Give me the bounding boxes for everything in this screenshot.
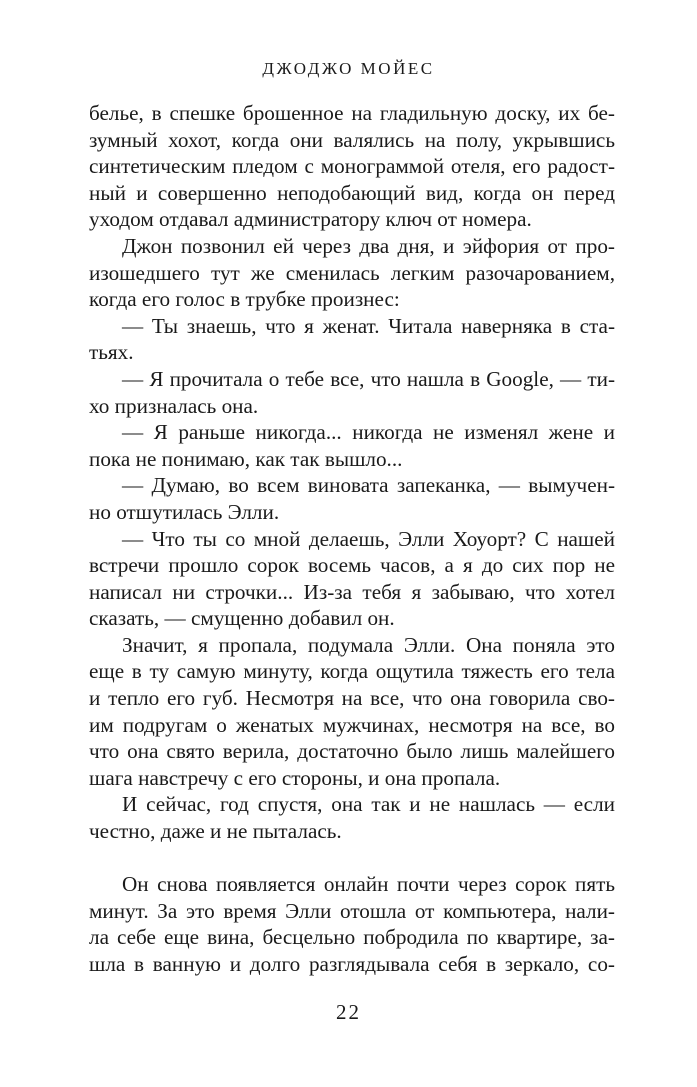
dialogue-paragraph [89, 313, 615, 366]
paragraph [89, 632, 615, 792]
text-line: им подругам о женатых мужчинах, несмотря на все, во [89, 712, 615, 737]
text-line: хо призналась она. [89, 393, 259, 418]
dialogue-paragraph [89, 526, 615, 632]
body-text [89, 100, 615, 978]
text-line: изошедшего тут же сменилась легким разочарованием, [89, 260, 615, 285]
paragraph [89, 100, 615, 233]
text-line: еще в ту самую минуту, когда ощутила тяжесть его тела [89, 659, 615, 684]
paragraph [89, 871, 615, 977]
text-line: ный и совершенно неподобающий вид, когда он перед [89, 180, 615, 205]
text-line: минут. За это время Элли отошла от компьютера, нали- [89, 898, 615, 923]
text-line: — Что ты со мной делаешь, Элли Хоуорт? С нашей [122, 526, 615, 551]
dialogue-paragraph [89, 472, 615, 525]
text-line: Значит, я пропала, подумала Элли. Она поняла это [122, 632, 615, 657]
text-line: встречи прошло сорок восемь часов, а я до сих пор не [89, 553, 615, 578]
text-line: и тепло его губ. Несмотря на все, что она говорила сво- [89, 686, 615, 711]
text-line: шага навстречу с его стороны, и она пропала. [89, 765, 501, 790]
section-break [89, 845, 615, 872]
text-line: — Я раньше никогда... никогда не изменял жене и [122, 420, 615, 445]
text-line: Джон позвонил ей через два дня, и эйфория от про- [122, 233, 615, 258]
text-line: — Думаю, во всем виновата запеканка, — вымучен- [122, 473, 615, 498]
text-line: ла себе еще вина, бесцельно побродила по квартире, за- [89, 925, 615, 950]
dialogue-paragraph [89, 366, 615, 419]
paragraph [89, 791, 615, 844]
text-line: шла в ванную и долго разглядывала себя в зеркало, со- [89, 952, 615, 976]
text-line: что она свято верила, достаточно было лишь малейшего [89, 739, 615, 764]
text-line: белье, в спешке брошенное на гладильную доску, их бе- [89, 101, 615, 125]
text-line: — Я прочитала о тебе все, что нашла в Google, — ти- [122, 366, 615, 391]
text-line: синтетическим пледом с монограммой отеля, его радост- [89, 154, 615, 179]
text-line: — Ты знаешь, что я женат. Читала наверняка в ста- [122, 313, 615, 338]
text-line: когда его голос в трубке произнес: [89, 287, 400, 312]
text-line: И сейчас, год спустя, она так и не нашлась — если [122, 792, 615, 817]
text-line: тьях. [89, 340, 134, 365]
text-line: сказать, — смущенно добавил он. [89, 606, 395, 631]
text-line: написал ни строчки... Из-за тебя я забываю, что хотел [89, 579, 615, 604]
page-number: 22 [336, 1000, 361, 1024]
text-line: Он снова появляется онлайн почти через сорок пять [122, 872, 615, 897]
text-line: уходом отдавал администратору ключ от номера. [89, 207, 532, 232]
text-line: зумный хохот, когда они валялись на полу, укрывшись [89, 127, 615, 152]
paragraph [89, 233, 615, 313]
dialogue-paragraph [89, 419, 615, 472]
text-line: но отшутилась Элли. [89, 499, 280, 524]
text-line: пока не понимаю, как так вышло... [89, 446, 403, 471]
text-line: честно, даже и не пыталась. [89, 819, 342, 844]
running-header: ДЖОДЖО МОЙЕС [262, 59, 435, 78]
